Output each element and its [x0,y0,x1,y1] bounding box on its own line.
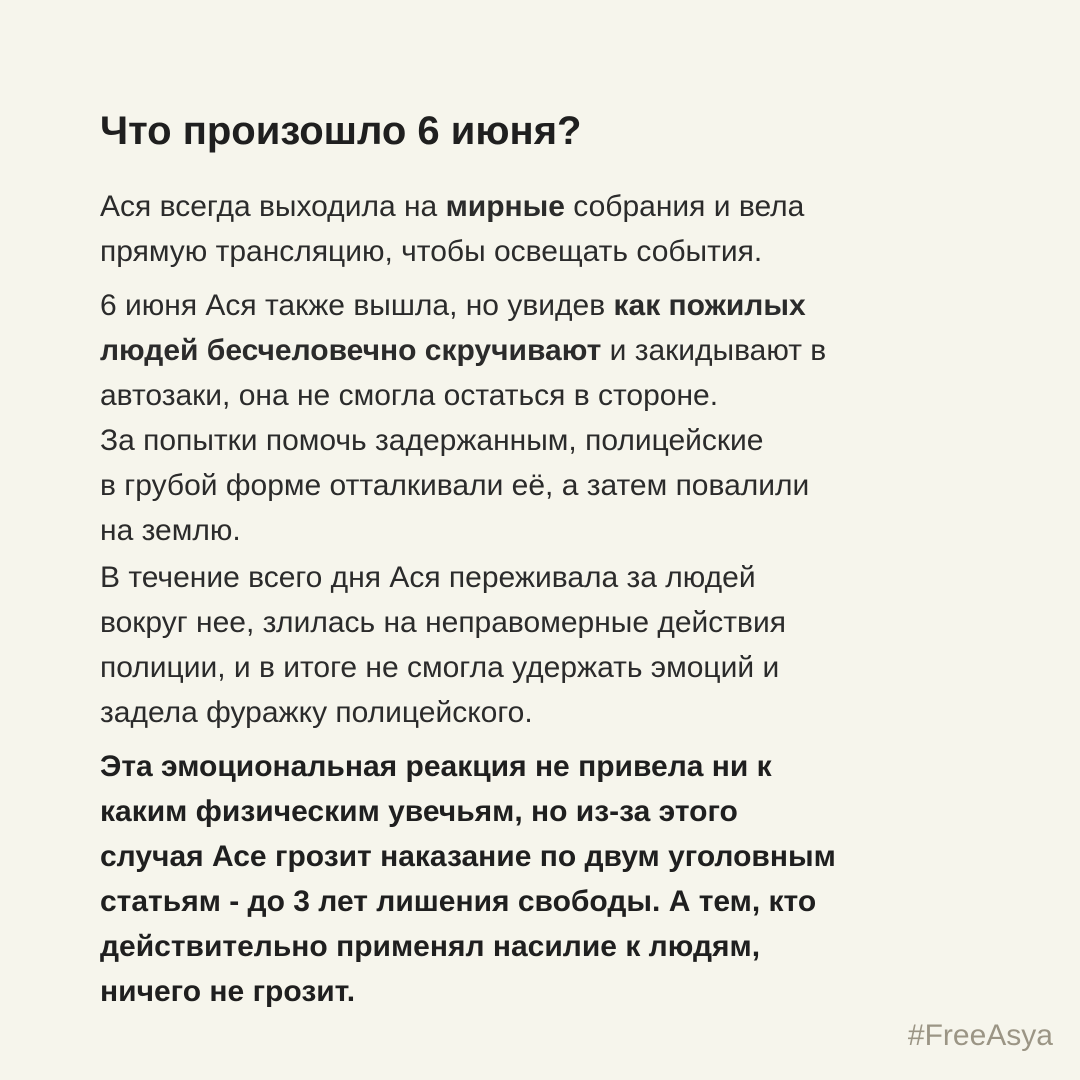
text-line: в грубой форме отталкивали её, а затем повалили [100,469,810,502]
text-line: статьям - до 3 лет лишения свободы. А тем, кто [100,885,817,918]
text-line: на землю. [100,514,241,547]
text-line: автозаки, она не смогла остаться в стороне. [100,379,719,412]
text-line: действительно применял насилие к людям, [100,930,761,963]
text-segment: собрания и вела [564,190,805,223]
paragraph-consequences [100,744,980,1014]
paragraph-june-6-events [100,283,980,553]
text-segment: Ася всегда выходила на [100,190,446,223]
text-line: вокруг нее, злилась на неправомерные действия [100,606,786,639]
paragraph-peaceful-assemblies [100,184,980,274]
text-line [100,328,980,373]
bold-text: людей бесчеловечно скручивают [100,334,602,367]
text-segment: и закидывают в [601,334,827,367]
text-line: Эта эмоциональная реакция не привела ни к [100,750,772,783]
text-line: прямую трансляцию, чтобы освещать события. [100,235,763,268]
post-title: Что произошло 6 июня? [100,109,582,153]
text-line: ничего не грозит. [100,975,356,1008]
text-line [100,184,980,229]
bold-text: мирные [445,190,565,223]
text-line: случая Асе грозит наказание по двум уголовным [100,840,836,873]
text-line: полиции, и в итоге не смогла удержать эмоций и [100,651,780,684]
text-line: задела фуражку полицейского. [100,696,533,729]
text-line: За попытки помочь задержанным, полицейские [100,424,764,457]
hashtag: #FreeAsya [907,1019,1053,1052]
text-line: В течение всего дня Ася переживала за людей [100,561,756,594]
paragraph-emotions [100,555,980,735]
text-segment: 6 июня Ася также вышла, но увидев [100,289,614,322]
text-line [100,283,980,328]
text-line: каким физическим увечьям, но из-за этого [100,795,738,828]
bold-text: как пожилых [613,289,806,322]
